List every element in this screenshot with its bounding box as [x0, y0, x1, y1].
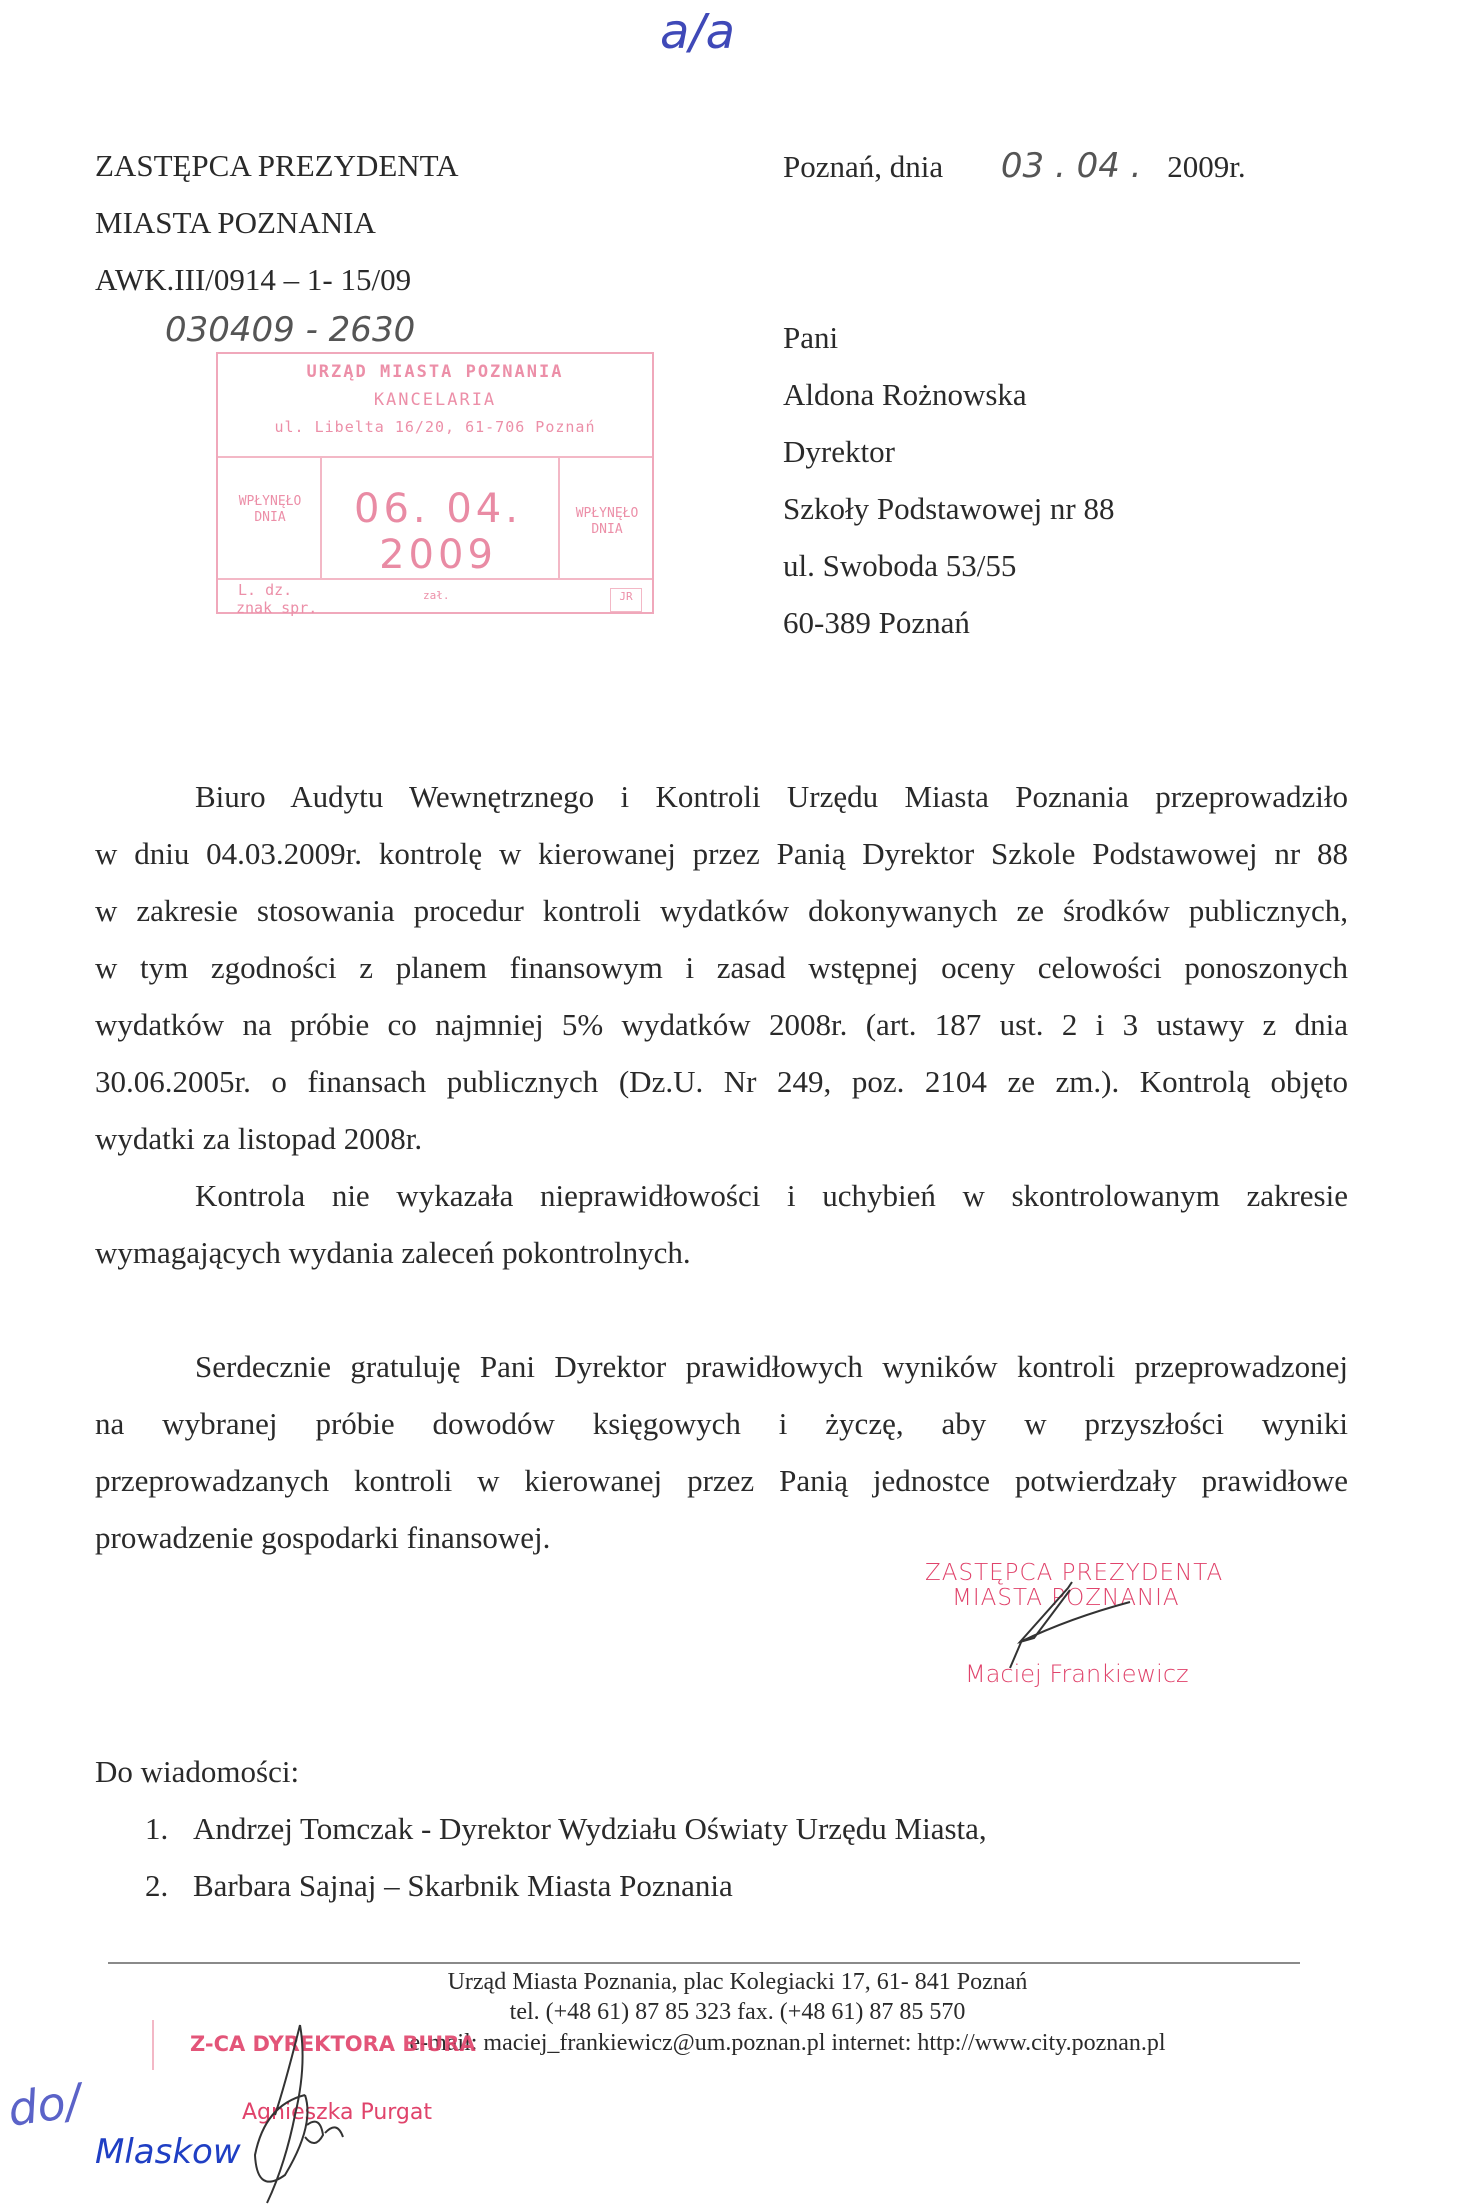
recipient-title: Dyrektor [783, 434, 895, 469]
signature-stamp-name: Maciej Frankiewicz [965, 1660, 1189, 1688]
body-line: 30.06.2005r. o finansach publicznych (Dz.U. Nr 249, poz. 2104 ze zm.). Kontrolą objęto [95, 1064, 1348, 1099]
cc-item [145, 1867, 733, 1905]
date-prefix: Poznań, dnia [783, 149, 944, 184]
stamp-left-label: WPŁYNĘŁO DNIA [238, 494, 302, 525]
footer-divider [108, 1962, 1300, 1964]
signature-stamp-title-line2: MIASTA POZNANIA [952, 1585, 1180, 1611]
recipient-street: ul. Swoboda 53/55 [783, 548, 1017, 583]
stamp-divider [218, 578, 652, 580]
stamp-right-label: WPŁYNĘŁO DNIA [575, 506, 639, 537]
cc-item-number: 2. [145, 1868, 169, 1903]
stamp-divider [320, 458, 322, 578]
stamp-znak-label: znak spr. [236, 599, 318, 617]
footer-phone-fax: tel. (+48 61) 87 85 323 fax. (+48 61) 87 85 570 [509, 1999, 966, 2025]
handwritten-mark: Mlaskow [95, 2132, 241, 2172]
stamp-department: KANCELARIA [373, 390, 497, 410]
body-line: przeprowadzanych kontroli w kierowanej przez Panią jednostce potwierdzały prawidłowe [95, 1463, 1348, 1498]
stamp-edge [152, 2020, 154, 2070]
handwritten-signature-icon [245, 2025, 365, 2205]
stamp-received-date: 06. 04. 2009 [354, 486, 522, 578]
body-line: Biuro Audytu Wewnętrznego i Kontroli Urzędu Miasta Poznania przeprowadziło [195, 779, 1348, 814]
recipient-salutation: Pani [783, 320, 839, 355]
body-line: wydatki za listopad 2008r. [95, 1121, 423, 1156]
body-line: w tym zgodności z planem finansowym i zasad wstępnej oceny celowości ponoszonych [95, 950, 1348, 985]
stamp-divider [558, 458, 560, 578]
handwritten-date: 03 . 04 . [1000, 146, 1142, 186]
cc-heading: Do wiadomości: [95, 1754, 300, 1789]
recipient-city: 60-389 Poznań [783, 605, 970, 640]
deputy-stamp-name: Agnieszka Purgat [242, 2100, 432, 2125]
handwritten-registry-number: 030409 - 2630 [165, 310, 416, 350]
body-line: w dniu 04.03.2009r. kontrolę w kierowanej przez Panią Dyrektor Szkole Podstawowej nr 88 [95, 836, 1348, 871]
body-line: wydatków na próbie co najmniej 5% wydatków 2008r. (art. 187 ust. 2 i 3 ustawy z dnia [95, 1007, 1348, 1042]
sender-title-line1: ZASTĘPCA PREZYDENTA [95, 148, 459, 183]
footer-address: Urząd Miasta Poznania, plac Kolegiacki 17, 61- 841 Poznań [447, 1969, 1028, 1995]
recipient-institution: Szkoły Podstawowej nr 88 [783, 491, 1115, 526]
body-line: prowadzenie gospodarki finansowej. [95, 1520, 551, 1555]
cc-item-text: Andrzej Tomczak - Dyrektor Wydziału Oświaty Urzędu Miasta, [193, 1811, 987, 1846]
signature-stamp-title-line1: ZASTĘPCA PREZYDENTA [925, 1560, 1224, 1586]
recipient-name: Aldona Rożnowska [783, 377, 1027, 412]
stamp-ldz-label: L. dz. [238, 581, 293, 599]
body-line: w zakresie stosowania procedur kontroli wydatków dokonywanych ze środków publicznych, [95, 893, 1348, 928]
sender-title-line2: MIASTA POZNANIA [95, 205, 376, 240]
footer-email-web: e-mail: maciej_frankiewicz@um.poznan.pl internet: http://www.city.poznan.pl [409, 2030, 1166, 2056]
stamp-zal-label: zał. [423, 589, 450, 602]
cc-item-text: Barbara Sajnaj – Skarbnik Miasta Poznania [193, 1868, 733, 1903]
body-line: Serdecznie gratuluję Pani Dyrektor prawidłowych wyników kontroli przeprowadzonej [195, 1349, 1348, 1384]
reference-number: AWK.III/0914 – 1- 15/09 [95, 262, 412, 297]
cc-item-number: 1. [145, 1811, 169, 1846]
stamp-office: URZĄD MIASTA POZNANIA [306, 362, 564, 382]
date-year: 2009r. [1167, 149, 1246, 184]
body-line: wymagających wydania zaleceń pokontrolnych. [95, 1235, 691, 1270]
handwritten-signature-icon [1010, 1580, 1150, 1670]
body-line: Kontrola nie wykazała nieprawidłowości i uchybień w skontrolowanym zakresie [195, 1178, 1348, 1213]
body-line: na wybranej próbie dowodów księgowych i życzę, aby w przyszłości wyniki [95, 1406, 1348, 1441]
stamp-box-mark: JR [610, 588, 642, 612]
cc-item [145, 1810, 987, 1848]
handwritten-mark: do/ [4, 2073, 85, 2137]
date-line [783, 147, 1246, 186]
deputy-stamp-title: Z-CA DYREKTORA BIURA [190, 2032, 476, 2056]
stamp-divider [218, 456, 652, 458]
stamp-address: ul. Libelta 16/20, 61-706 Poznań [274, 418, 596, 436]
handwritten-annotation: a/a [660, 4, 735, 60]
registry-stamp [216, 352, 654, 617]
